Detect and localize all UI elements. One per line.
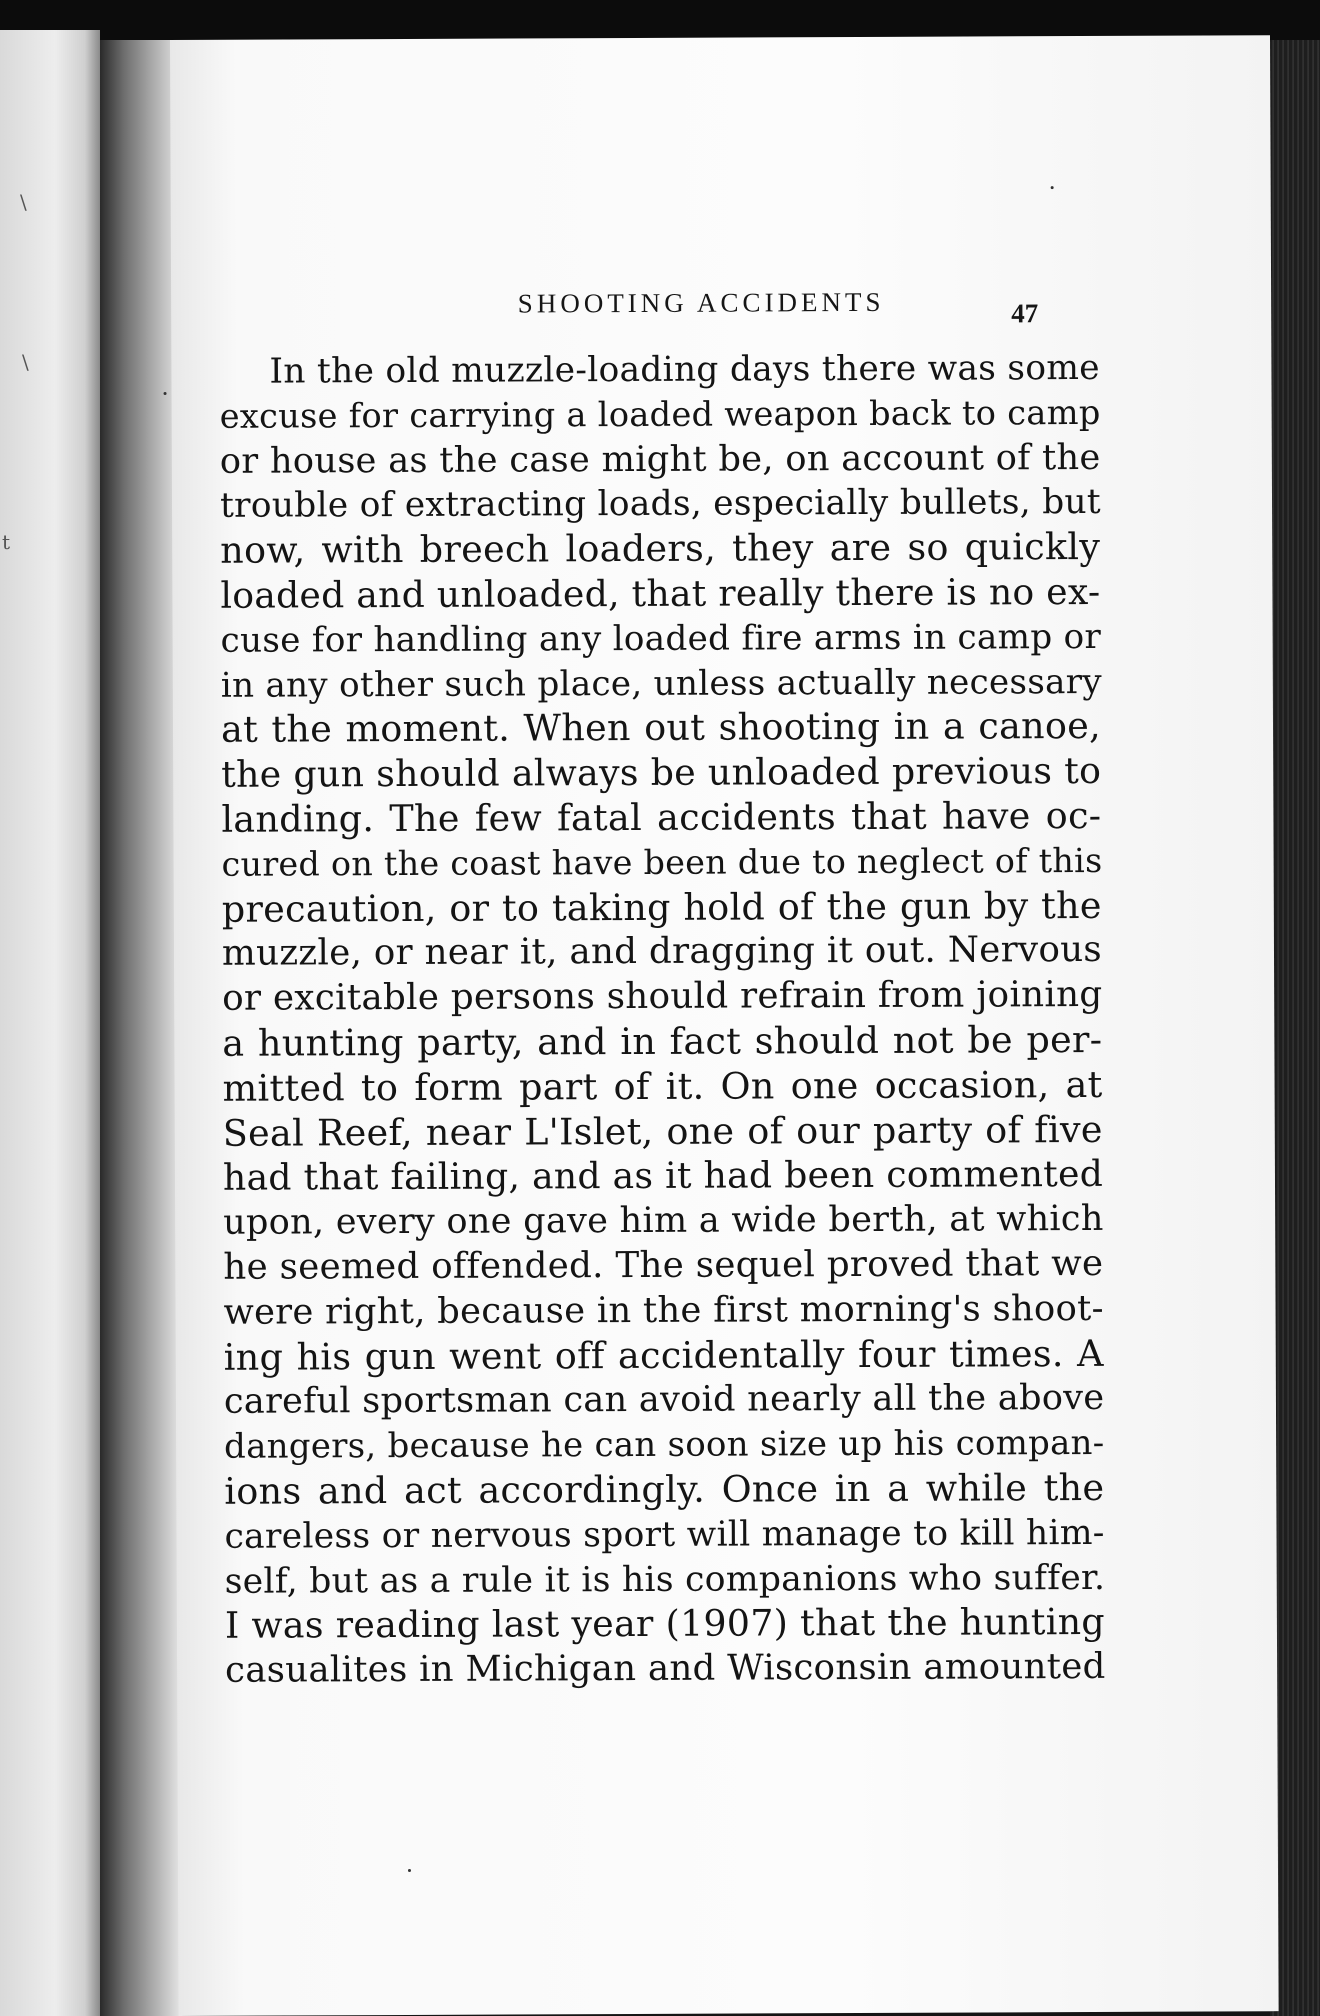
text-line: upon, every one gave him a wide berth, at which [223, 1198, 1104, 1243]
text-line: mitted to form part of it. On one occasion, at [222, 1062, 1103, 1110]
dust-speck [408, 1869, 411, 1872]
text-line: he seemed offended. The sequel proved that we [223, 1242, 1104, 1288]
text-line: casualites in Michigan and Wisconsin amounted [225, 1646, 1106, 1691]
text-line: In the old muzzle-loading days there was some [269, 347, 1100, 392]
facing-page-edge [0, 30, 100, 2016]
text-line: or house as the case might be, on account of the [219, 436, 1101, 482]
text-line: I was reading last year (1907) that the hunting [224, 1600, 1106, 1648]
text-line: ions and act accordingly. Once in a while the [224, 1465, 1105, 1513]
text-line: cured on the coast have been due to neglect of this [221, 840, 1103, 884]
text-line: at the moment. When out shooting in a canoe, [220, 704, 1102, 752]
text-line: trouble of extracting loads, especially bullets, but [219, 482, 1102, 527]
text-line: cuse for handling any loaded fire arms in camp or [220, 616, 1102, 661]
facing-page-mark: t [2, 530, 11, 554]
text-line: were right, because in the first morning's shoot- [223, 1287, 1104, 1333]
text-line: muzzle, or near it, and dragging it out. Nervous [221, 929, 1103, 975]
text-line: Seal Reef, near L'Islet, one of our party of five [222, 1107, 1103, 1155]
facing-page-mark: \ [22, 350, 29, 374]
text-line: loaded and unloaded, that really there is no ex- [220, 570, 1101, 617]
text-line: in any other such place, unless actually necessary [220, 661, 1103, 706]
running-head: SHOOTING ACCIDENTS [517, 286, 885, 319]
dust-speck [1051, 186, 1054, 189]
text-line: dangers, because he can soon size up his compan- [224, 1423, 1105, 1466]
text-line: ing his gun went off accidentally four times. A [223, 1331, 1104, 1379]
text-line: had that failing, and as it had been commented [222, 1152, 1104, 1200]
facing-page-mark: \ [20, 190, 27, 214]
text-line: precaution, or to taking hold of the gun by the [221, 883, 1102, 931]
text-line: careful sportsman can avoid nearly all the above [223, 1377, 1105, 1423]
text-line: landing. The few fatal accidents that have oc- [221, 793, 1102, 841]
dust-speck [164, 392, 167, 395]
page-number: 47 [1011, 298, 1039, 329]
book-gutter-shadow [100, 40, 180, 2016]
text-line: careless or nervous sport will manage to kill him- [224, 1512, 1105, 1557]
text-line: the gun should always be unloaded previous to [221, 749, 1102, 796]
text-line: or excitable persons should refrain from joining [222, 974, 1103, 1019]
text-line: self, but as a rule it is his companions who suffer. [224, 1557, 1106, 1602]
body-paragraph [219, 346, 1105, 1694]
page-edges [1270, 40, 1320, 2016]
text-line: excuse for carrying a loaded weapon back to camp [219, 392, 1101, 436]
text-line: now, with breech loaders, they are so quickly [220, 525, 1101, 572]
text-line: a hunting party, and in fact should not be per- [222, 1017, 1103, 1065]
book-page [170, 35, 1279, 2016]
